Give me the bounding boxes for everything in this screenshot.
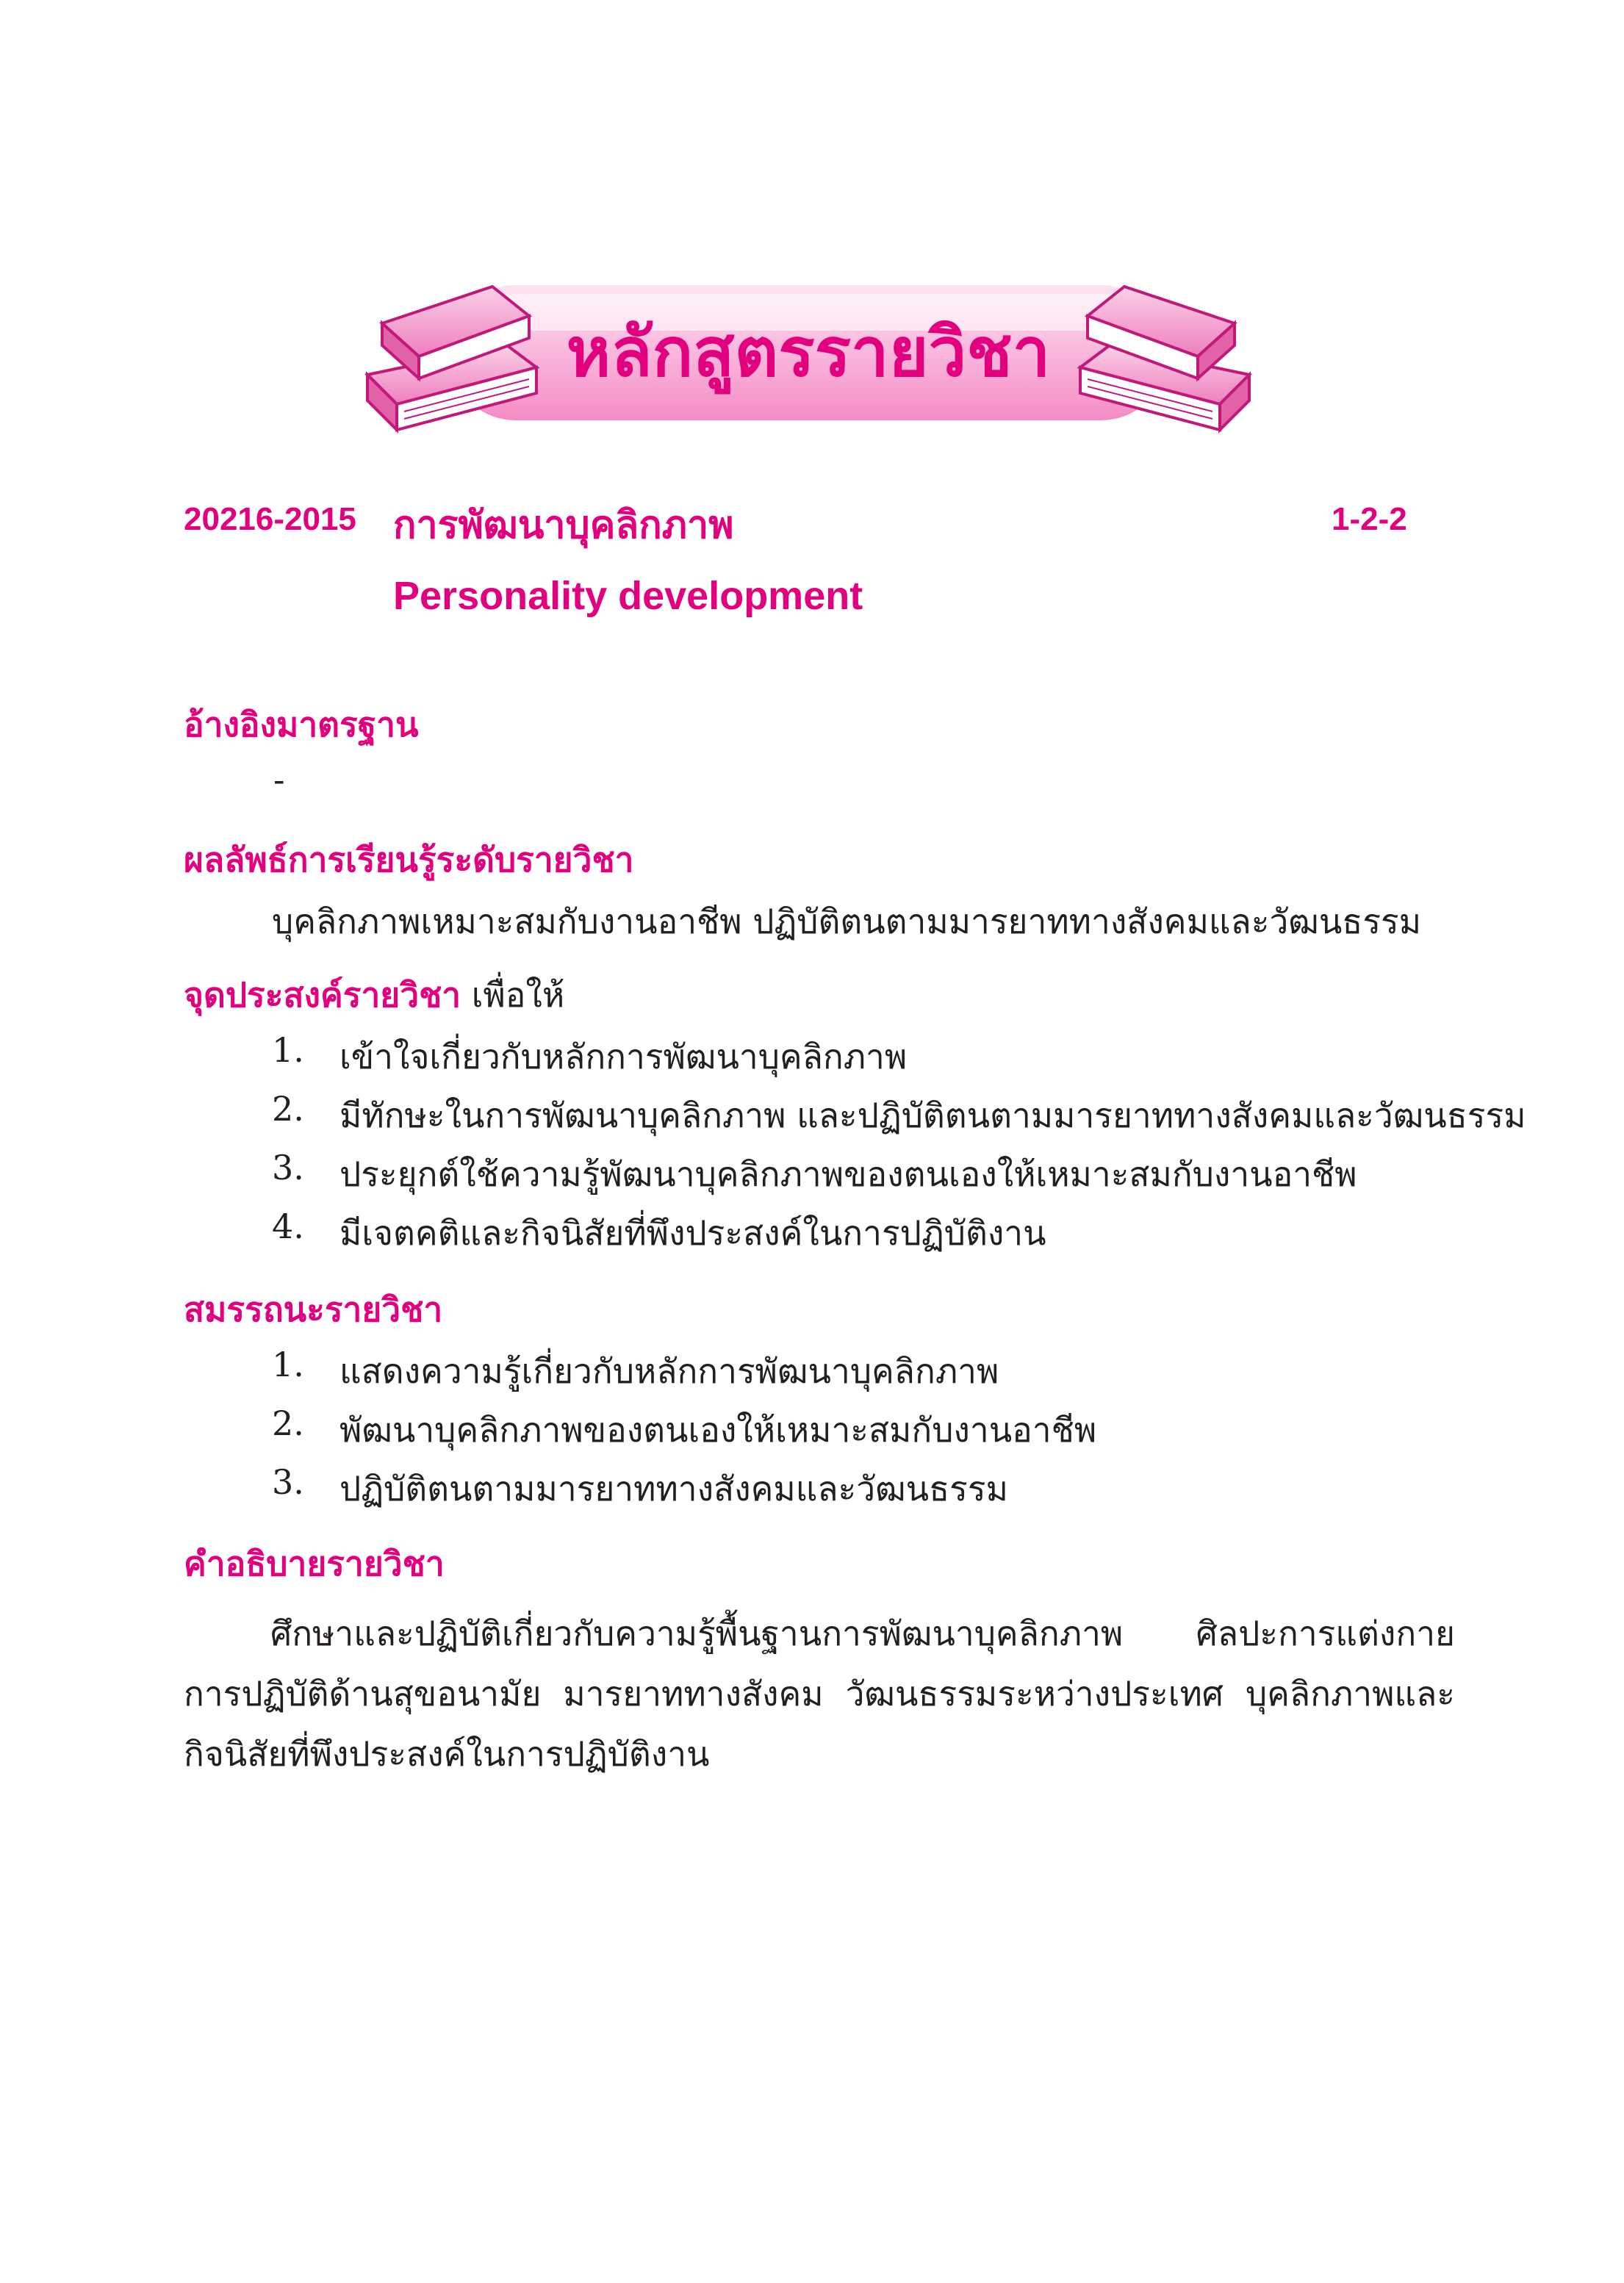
outcome-heading: ผลลัพธ์การเรียนรู้ระดับรายวิชา xyxy=(184,840,634,880)
competency-number: 3. xyxy=(272,1462,304,1502)
objectives-heading xyxy=(184,968,564,1022)
outcome-text: บุคลิกภาพเหมาะสมกับงานอาชีพ ปฏิบัติตนตามมารยาททางสังคมและวัฒนธรรม xyxy=(272,902,1422,941)
objective-number: 4. xyxy=(272,1207,304,1246)
banner-title: หลักสูตรรายวิชา xyxy=(566,315,1051,390)
objective-number: 2. xyxy=(272,1089,304,1129)
course-title-thai: การพัฒนาบุคลิกภาพ xyxy=(393,504,734,547)
competencies-heading: สมรรถนะรายวิชา xyxy=(184,1290,443,1329)
description-heading: คำอธิบายรายวิชา xyxy=(184,1544,445,1583)
objective-text: มีเจตคติและกิจนิสัยที่พึงประสงค์ในการปฏิบัติงาน xyxy=(339,1213,1046,1253)
objective-text: เข้าใจเกี่ยวกับหลักการพัฒนาบุคลิกภาพ xyxy=(339,1037,908,1076)
reference-value: - xyxy=(273,760,285,799)
banner xyxy=(353,265,1264,441)
competency-text: แสดงความรู้เกี่ยวกับหลักการพัฒนาบุคลิกภาพ xyxy=(339,1351,999,1391)
description-text: ศึกษาและปฏิบัติเกี่ยวกับความรู้พื้นฐานการพัฒนาบุคลิกภาพ ศิลปะการแต่งกาย การปฏิบัติด้านสุขอนามัย มารยาททางสังคม วัฒนธรรมระหว่างประเทศ บุคลิกภาพและกิจนิสัยที่พึงประสงค์ในการปฏิบัติงาน xyxy=(184,1614,1455,1774)
competency-number: 2. xyxy=(272,1403,304,1443)
objectives-heading-suffix: เพื่อให้ xyxy=(461,975,565,1015)
course-code: 20216-2015 xyxy=(184,501,356,537)
objective-number: 3. xyxy=(272,1148,304,1187)
objective-text: มีทักษะในการพัฒนาบุคลิกภาพ และปฏิบัติตนตามมารยาททางสังคมและวัฒนธรรม xyxy=(339,1096,1526,1135)
objectives-heading-label: จุดประสงค์รายวิชา xyxy=(184,975,461,1015)
objective-text: ประยุกต์ใช้ความรู้พัฒนาบุคลิกภาพของตนเองให้เหมาะสมกับงานอาชีพ xyxy=(339,1154,1357,1194)
objective-number: 1. xyxy=(272,1030,304,1070)
course-title-english: Personality development xyxy=(393,574,863,618)
competency-number: 1. xyxy=(272,1345,304,1384)
course-credits: 1-2-2 xyxy=(1332,501,1407,537)
reference-heading: อ้างอิงมาตรฐาน xyxy=(184,705,419,744)
competency-text: ปฏิบัติตนตามมารยาททางสังคมและวัฒนธรรม xyxy=(339,1469,1008,1509)
competency-text: พัฒนาบุคลิกภาพของตนเองให้เหมาะสมกับงานอาชีพ xyxy=(339,1410,1097,1450)
